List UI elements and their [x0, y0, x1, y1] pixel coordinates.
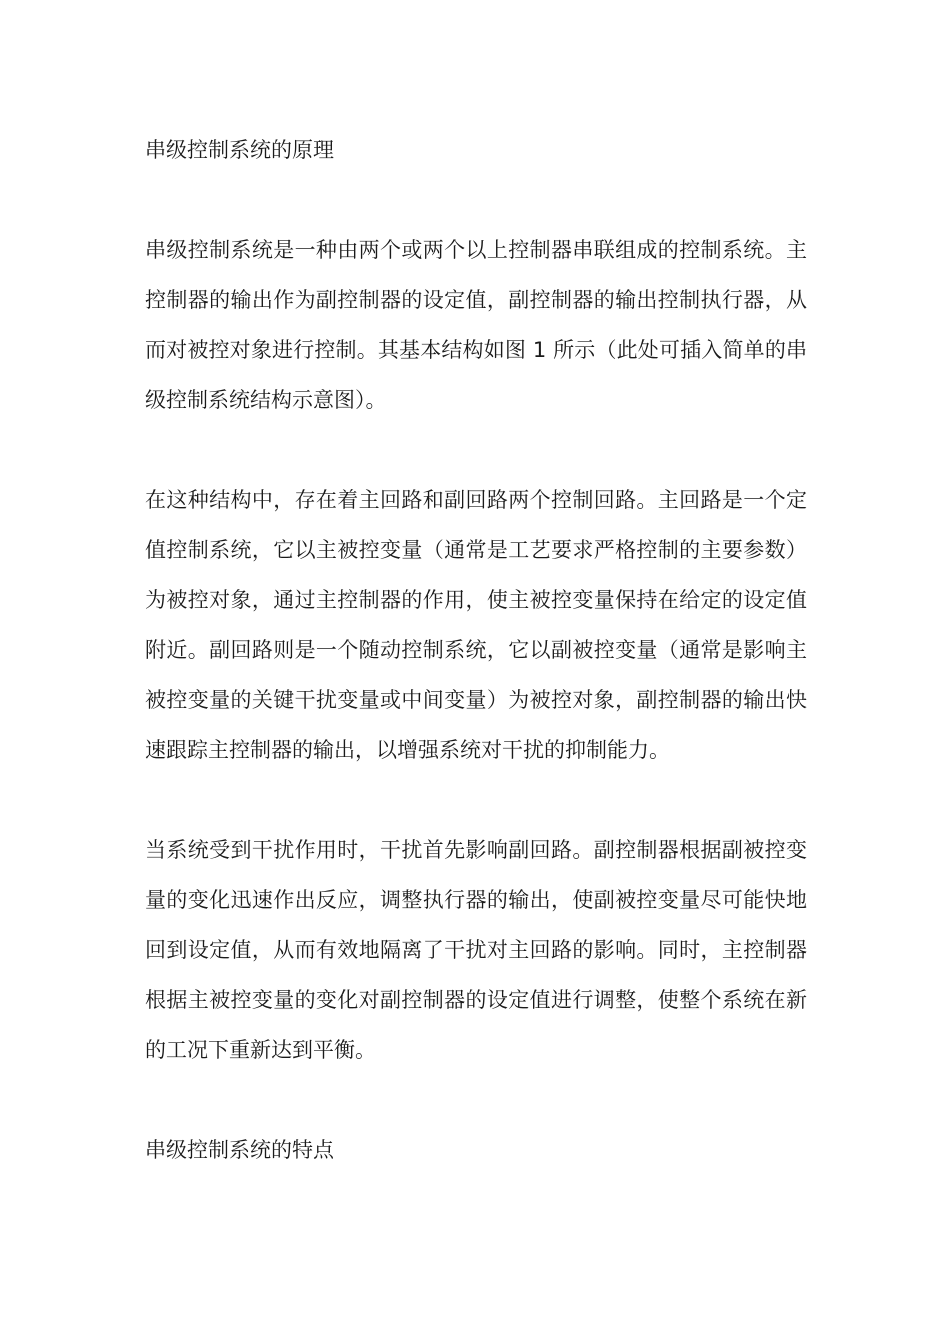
paragraph-disturbance: 当系统受到干扰作用时，干扰首先影响副回路。副控制器根据副被控变量的变化迅速作出反应，调整执行器的输出，使副被控变量尽可能快地回到设定值，从而有效地隔离了干扰对主回路的影响。同时，主控制器根据主被控变量的变化对副控制器的设定值进行调整，使整个系统在新的工况下重新达到平衡。 — [145, 838, 807, 1062]
paragraph-loops: 在这种结构中，存在着主回路和副回路两个控制回路。主回路是一个定值控制系统，它以主被控变量（通常是工艺要求严格控制的主要参数）为被控对象，通过主控制器的作用，使主被控变量保持在给定的设定值附近。副回路则是一个随动控制系统，它以副被控变量（通常是影响主被控变量的关键干扰变量或中间变量）为被控对象，副控制器的输出快速跟踪主控制器的输出，以增强系统对干扰的抑制能力。 — [145, 488, 807, 762]
section-heading-principle: 串级控制系统的原理 — [145, 138, 334, 162]
section-heading-features: 串级控制系统的特点 — [145, 1138, 334, 1162]
document-page — [145, 125, 807, 1225]
paragraph-definition: 串级控制系统是一种由两个或两个以上控制器串联组成的控制系统。主控制器的输出作为副控制器的设定值，副控制器的输出控制执行器，从而对被控对象进行控制。其基本结构如图 1 所示（此处可插入简单的串级控制系统结构示意图）。 — [145, 238, 807, 412]
